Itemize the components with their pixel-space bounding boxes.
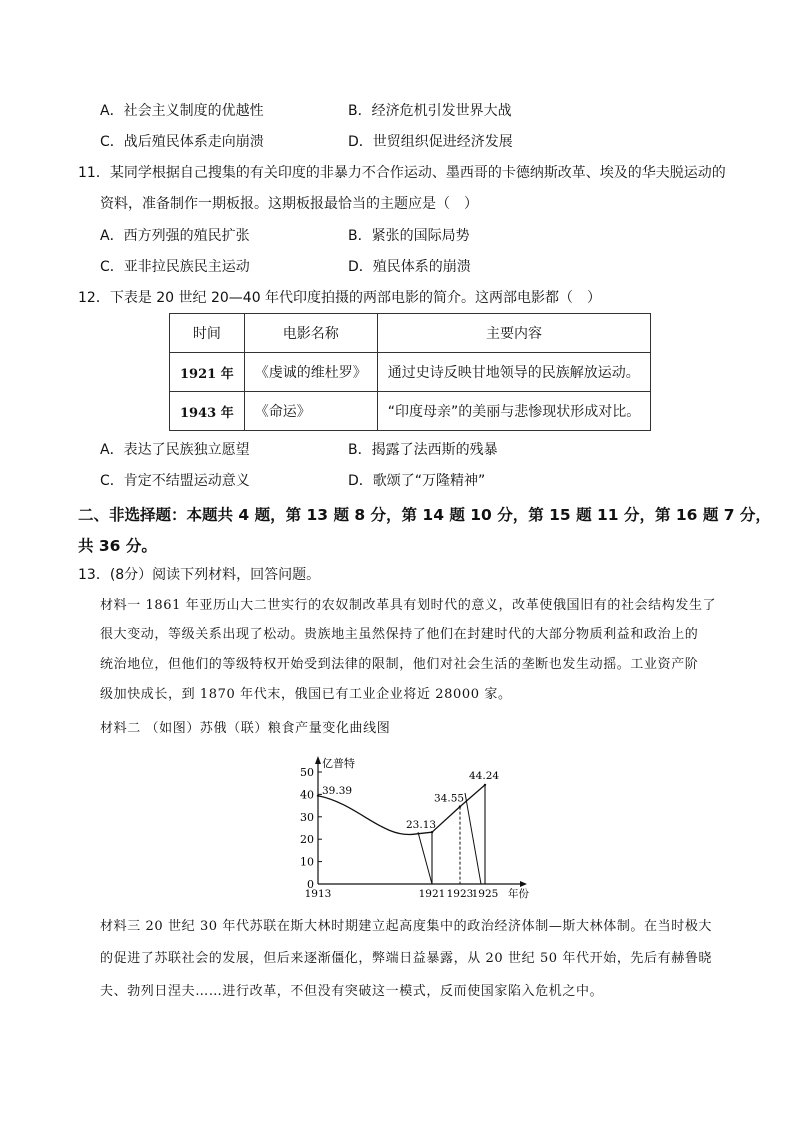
series-line-1921-1923 — [432, 807, 460, 833]
option-letter: A． — [100, 228, 124, 244]
material3-line: 的促进了苏联社会的发展，但后来逐渐僵化，弊端日益暴露，从 20 世纪 50 年代开始，先后有赫鲁晓 — [100, 951, 713, 966]
table-cell-title: 《命运》 — [244, 392, 377, 431]
data-point — [459, 805, 461, 807]
y-tick-label: 30 — [300, 810, 314, 824]
y-tick-label: 0 — [307, 878, 314, 891]
option-letter: A． — [100, 103, 124, 119]
option-letter: D． — [348, 134, 373, 150]
option-text: 表达了民族独立愿望 — [123, 442, 250, 458]
data-label: 23.13 — [406, 819, 437, 832]
option-text: 歌颂了“万隆精神” — [372, 473, 486, 489]
table-header-cell: 电影名称 — [244, 314, 377, 353]
y-tick-label: 10 — [300, 855, 314, 869]
q10-option-c — [100, 133, 264, 151]
material1-line: 材料一 1861 年亚历山大二世实行的农奴制改革具有划时代的意义，改革使俄国旧有的社会结构发生了 — [100, 598, 717, 613]
material3-line: 夫、勃列日涅夫……进行改革，不但没有突破这一模式，反而使国家陷入危机之中。 — [100, 984, 604, 999]
table-row — [170, 392, 651, 431]
q12-option-c — [100, 472, 250, 490]
material3-line: 材料三 20 世纪 30 年代苏联在斯大林时期建立起高度集中的政治经济体制—斯大林体制。在当时极大 — [100, 919, 713, 934]
table-header-row — [170, 314, 651, 353]
table-cell-content: “印度母亲”的美丽与悲惨现状形成对比。 — [377, 392, 651, 431]
x-tick-label: 1925 — [471, 888, 499, 900]
table-cell-year: 1943 年 — [170, 392, 245, 431]
option-letter: D． — [348, 259, 373, 275]
option-text: 殖民体系的崩溃 — [372, 259, 471, 275]
data-point — [317, 795, 319, 797]
data-point — [431, 831, 433, 833]
option-text: 社会主义制度的优越性 — [123, 103, 264, 119]
q11-option-d — [348, 258, 471, 276]
table-cell-year: 1921 年 — [170, 353, 245, 392]
option-text: 揭露了法西斯的残暴 — [371, 442, 498, 458]
option-text: 紧张的国际局势 — [371, 228, 470, 244]
material1-line: 级加快成长，到 1870 年代末，俄国已有工业企业将近 28000 家。 — [100, 687, 512, 702]
option-letter: D． — [348, 473, 373, 489]
material1-line: 很大变动，等级关系出现了松动。贵族地主虽然保持了他们在封建时代的大部分物质利益和政治上的 — [100, 627, 699, 642]
option-text: 世贸组织促进经济发展 — [372, 134, 513, 150]
material1-line: 统治地位，但他们的等级特权开始受到法律的限制，他们对社会生活的垄断也发生动摇。工业资产阶 — [100, 657, 699, 672]
q11-option-a — [100, 227, 250, 245]
data-label: 39.39 — [322, 784, 353, 797]
table-cell-content: 通过史诗反映甘地领导的民族解放运动。 — [377, 353, 651, 392]
slant-line-1925 — [465, 793, 481, 884]
y-tick-label: 20 — [300, 833, 314, 847]
table-header-cell: 主要内容 — [377, 314, 651, 353]
y-tick-label: 50 — [300, 766, 314, 779]
option-letter: C． — [100, 473, 124, 489]
q11-stem-line1: 11．某同学根据自己搜集的有关印度的非暴力不合作运动、墨西哥的卡德纳斯改革、埃及的华夫脱运动的 — [78, 165, 726, 181]
y-tick-label: 40 — [300, 788, 314, 802]
table-cell-title: 《虔诚的维杜罗》 — [244, 353, 377, 392]
option-text: 经济危机引发世界大战 — [371, 103, 512, 119]
x-axis-arrow-icon — [520, 881, 527, 887]
option-letter: A． — [100, 442, 124, 458]
q13-stem: 13．(8分）阅读下列材料，回答问题。 — [78, 567, 321, 583]
table-row — [170, 353, 651, 392]
q11-option-c — [100, 258, 250, 276]
x-tick-label: 1913 — [304, 888, 332, 900]
material2-label: 材料二 （如图）苏俄（联）粮食产量变化曲线图 — [100, 721, 391, 736]
section-heading-line2: 共 36 分。 — [78, 537, 157, 555]
q11-option-b — [348, 227, 470, 245]
film-table — [169, 313, 651, 431]
q12-stem: 12．下表是 20 世纪 20—40 年代印度拍摄的两部电影的简介。这两部电影都（ ） — [78, 290, 602, 306]
y-axis-label: 亿普特 — [322, 757, 355, 770]
option-letter: B． — [348, 103, 372, 119]
data-label: 34.55 — [434, 792, 465, 805]
x-axis-label: 年份 — [508, 888, 529, 900]
option-text: 亚非拉民族民主运动 — [123, 259, 250, 275]
section-heading-line1: 二、非选择题：本题共 4 题，第 13 题 8 分，第 14 题 10 分，第 15 题 11 分，第 16 题 7 分， — [78, 506, 771, 524]
grain-output-chart — [280, 752, 550, 908]
q12-option-a — [100, 441, 250, 459]
option-letter: B． — [348, 442, 372, 458]
slant-line-1921 — [418, 832, 432, 884]
q11-stem-line2: 资料，准备制作一期板报。这期板报最恰当的主题应是（ ） — [100, 196, 478, 212]
q10-option-b — [348, 102, 512, 120]
option-letter: C． — [100, 259, 124, 275]
data-point — [484, 784, 486, 786]
option-letter: B． — [348, 228, 372, 244]
x-tick-label: 1923 — [446, 888, 474, 900]
option-letter: C． — [100, 134, 124, 150]
q12-option-b — [348, 441, 498, 459]
data-label: 44.24 — [469, 769, 500, 782]
option-text: 战后殖民体系走向崩溃 — [123, 134, 264, 150]
q10-option-d — [348, 133, 513, 151]
table-header-cell: 时间 — [170, 314, 245, 353]
y-axis-arrow-icon — [315, 756, 321, 764]
option-text: 肯定不结盟运动意义 — [123, 473, 250, 489]
option-text: 西方列强的殖民扩张 — [123, 228, 250, 244]
x-tick-label: 1921 — [418, 888, 446, 900]
q12-option-d — [348, 472, 485, 490]
q10-option-a — [100, 102, 264, 120]
